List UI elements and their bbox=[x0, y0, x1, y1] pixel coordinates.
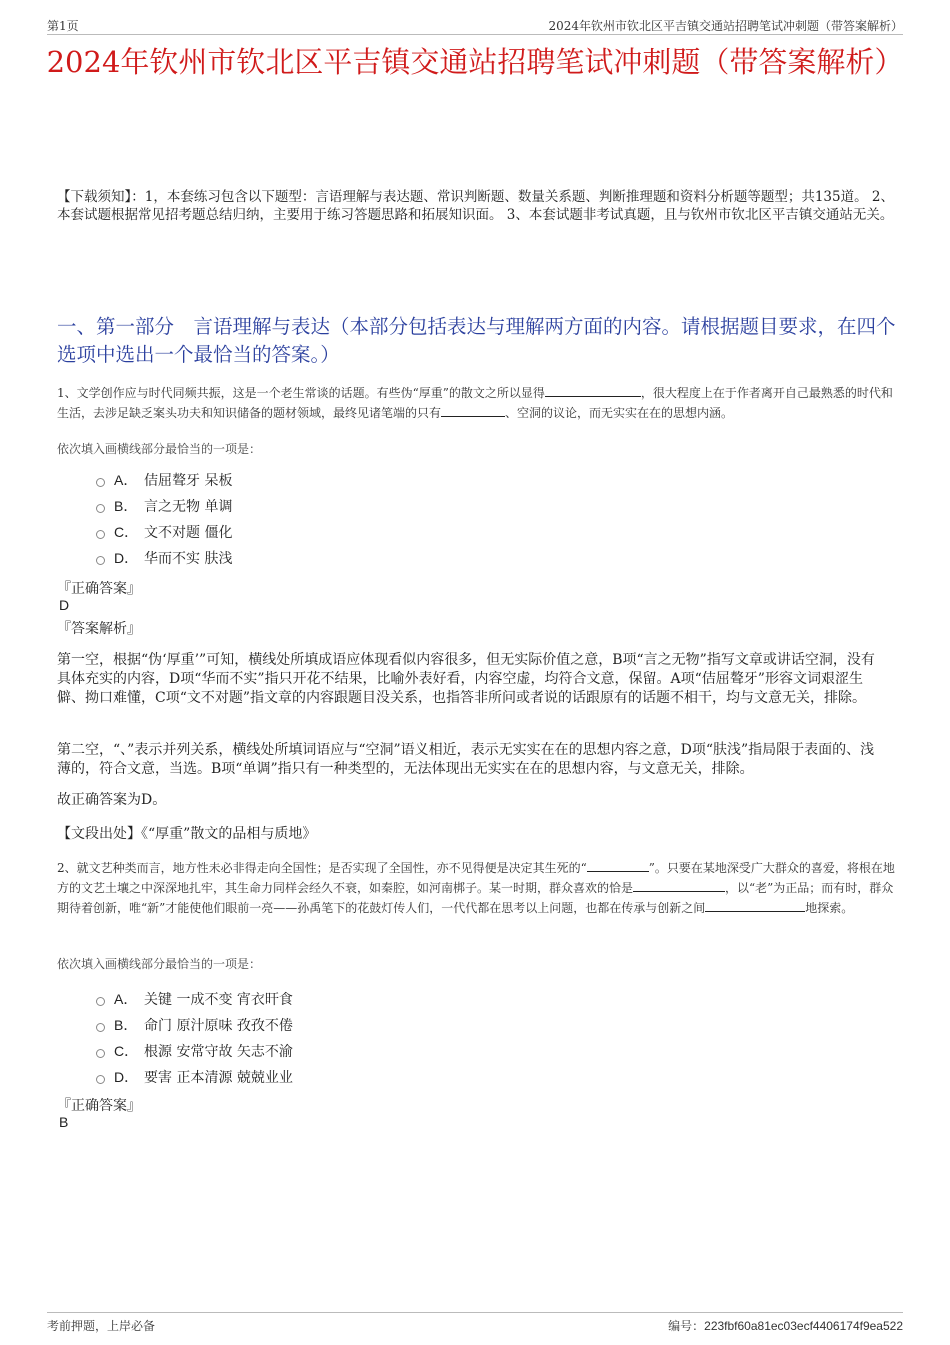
option-c[interactable] bbox=[96, 519, 496, 545]
option-letter: B． bbox=[114, 1017, 138, 1033]
radio-icon[interactable] bbox=[96, 997, 105, 1006]
footer-code-label: 编号： bbox=[668, 1319, 705, 1333]
analysis-conclusion: 故正确答案为D。 bbox=[57, 792, 167, 808]
footer-code bbox=[668, 1317, 903, 1334]
question-2-text-part: ，以“老”为正品；而有时，群众期待着创新，唯“新”才能使他们眼前一亮——孙禹笔下的花鼓灯传人们，一代代都在思考以上问题，也都在传承与创新之间 bbox=[57, 881, 894, 915]
option-d[interactable] bbox=[96, 545, 496, 571]
option-text: 华而不实 肤浅 bbox=[144, 551, 233, 567]
fill-blank bbox=[441, 404, 505, 417]
analysis-paragraph-2: 第二空，“、”表示并列关系，横线处所填词语应与“空洞”语义相近，表示无实实在在的思想内容之意，D项“肤浅”指局限于表面的、浅薄的，符合文意，当选。B项“单调”指只有一种类型的，无法体现出无实实在在的思想内容，与文意无关，排除。 bbox=[57, 742, 875, 777]
option-letter: A． bbox=[114, 991, 138, 1007]
analysis-label: 『答案解析』 bbox=[57, 621, 141, 637]
passage-source: 【文段出处】《“厚重”散文的品相与质地》 bbox=[57, 826, 317, 842]
fill-blank bbox=[587, 859, 649, 872]
answer-label: 『正确答案』 bbox=[57, 581, 141, 597]
question-2-text-part: 2、就文艺种类而言，地方性未必非得走向全国性；是否实现了全国性，亦不见得便是决定其生死的“ bbox=[57, 861, 587, 875]
option-letter: C． bbox=[114, 524, 139, 540]
section-title: 一、第一部分 言语理解与表达（本部分包括表达与理解两方面的内容。请根据题目要求，在四个选项中选出一个最恰当的答案。） bbox=[57, 315, 896, 366]
question-2-prompt: 依次填入画横线部分最恰当的一项是： bbox=[57, 957, 262, 971]
radio-icon[interactable] bbox=[96, 478, 105, 487]
header-doc-title: 2024年钦州市钦北区平吉镇交通站招聘笔试冲刺题（带答案解析） bbox=[548, 19, 903, 33]
radio-icon[interactable] bbox=[96, 556, 105, 565]
option-a[interactable] bbox=[96, 467, 496, 493]
option-b[interactable] bbox=[96, 1012, 496, 1038]
option-a[interactable] bbox=[96, 986, 496, 1012]
question-1-text-part: 1、文学创作应与时代同频共振，这是一个老生常谈的话题。有些伪“厚重”的散文之所以显得 bbox=[57, 386, 545, 400]
page-footer bbox=[47, 1312, 903, 1335]
page-header bbox=[47, 14, 903, 35]
option-letter: D． bbox=[114, 550, 139, 566]
option-letter: A． bbox=[114, 472, 138, 488]
question-2-text-part: 地探索。 bbox=[805, 901, 854, 915]
option-text: 言之无物 单调 bbox=[144, 499, 233, 515]
option-b[interactable] bbox=[96, 493, 496, 519]
question-1-text-part: 、空洞的议论，而无实实在在的思想内涵。 bbox=[505, 406, 734, 420]
option-text: 佶屈聱牙 呆板 bbox=[144, 473, 233, 489]
radio-icon[interactable] bbox=[96, 1023, 105, 1032]
option-letter: B． bbox=[114, 498, 138, 514]
option-c[interactable] bbox=[96, 1038, 496, 1064]
correct-answer: B bbox=[59, 1114, 69, 1130]
radio-icon[interactable] bbox=[96, 1049, 105, 1058]
download-notice: 【下载须知】：1，本套练习包含以下题型：言语理解与表达题、常识判断题、数量关系题、判断推理题和资料分析题等题型；共135道。 2、本套试题根据常见招考题总结归纳，主要用于练习答题思路和拓展知识面。 3、本套试题非考试真题，且与钦州市钦北区平吉镇交通站无关。 bbox=[57, 189, 894, 223]
question-1-options bbox=[96, 467, 496, 571]
question-1-text-part: ，很大程度上在于作者离开自己最熟悉的时代和生活，去涉足缺乏案头功夫和知识储备的题材领域，最终见诸笔端的只有 bbox=[57, 386, 893, 420]
question-2-text-part: ”。只要在某地深受广大群众的喜爱，将根在地方的文艺土壤之中深深地扎牢，其生命力同样会经久不衰，如秦腔，如河南梆子。某一时期，群众喜欢的恰是 bbox=[57, 861, 895, 895]
question-1-text bbox=[57, 383, 897, 423]
footer-slogan: 考前押题，上岸必备 bbox=[47, 1319, 156, 1333]
question-2-text bbox=[57, 858, 897, 918]
option-d[interactable] bbox=[96, 1064, 496, 1090]
fill-blank bbox=[545, 384, 641, 397]
option-text: 要害 正本清源 兢兢业业 bbox=[144, 1070, 293, 1086]
radio-icon[interactable] bbox=[96, 1075, 105, 1084]
fill-blank bbox=[705, 899, 805, 912]
option-letter: C． bbox=[114, 1043, 139, 1059]
correct-answer: D bbox=[59, 597, 70, 613]
analysis-paragraph-1: 第一空，根据“伪‘厚重’”可知，横线处所填成语应体现看似内容很多，但无实际价值之意，B项“言之无物”指写文章或讲话空洞，没有具体充实的内容，D项“华而不实”指只开花不结果，比喻外表好看，内容空虚，均符合文意，保留。A项“佶屈聱牙”形容文词艰涩生僻、拗口难懂，C项“文不对题”指文章的内容跟题目没关系，也指答非所问或者说的话跟原有的话题不相干，均与文意无关，排除。 bbox=[57, 652, 875, 706]
option-text: 命门 原汁原味 孜孜不倦 bbox=[144, 1018, 293, 1034]
page-number: 第1页 bbox=[47, 19, 79, 33]
footer-code-value: 223fbf60a81ec03ecf4406174f9ea522 bbox=[704, 1319, 903, 1333]
question-2-options bbox=[96, 986, 496, 1090]
option-text: 文不对题 僵化 bbox=[144, 525, 233, 541]
fill-blank bbox=[633, 879, 725, 892]
radio-icon[interactable] bbox=[96, 530, 105, 539]
radio-icon[interactable] bbox=[96, 504, 105, 513]
option-letter: D． bbox=[114, 1069, 139, 1085]
document-title: 2024年钦州市钦北区平吉镇交通站招聘笔试冲刺题（带答案解析） bbox=[46, 45, 904, 79]
option-text: 根源 安常守故 矢志不渝 bbox=[144, 1044, 293, 1060]
answer-label: 『正确答案』 bbox=[57, 1098, 141, 1114]
option-text: 关键 一成不变 宵衣旰食 bbox=[144, 992, 293, 1008]
question-1-prompt: 依次填入画横线部分最恰当的一项是： bbox=[57, 442, 262, 456]
